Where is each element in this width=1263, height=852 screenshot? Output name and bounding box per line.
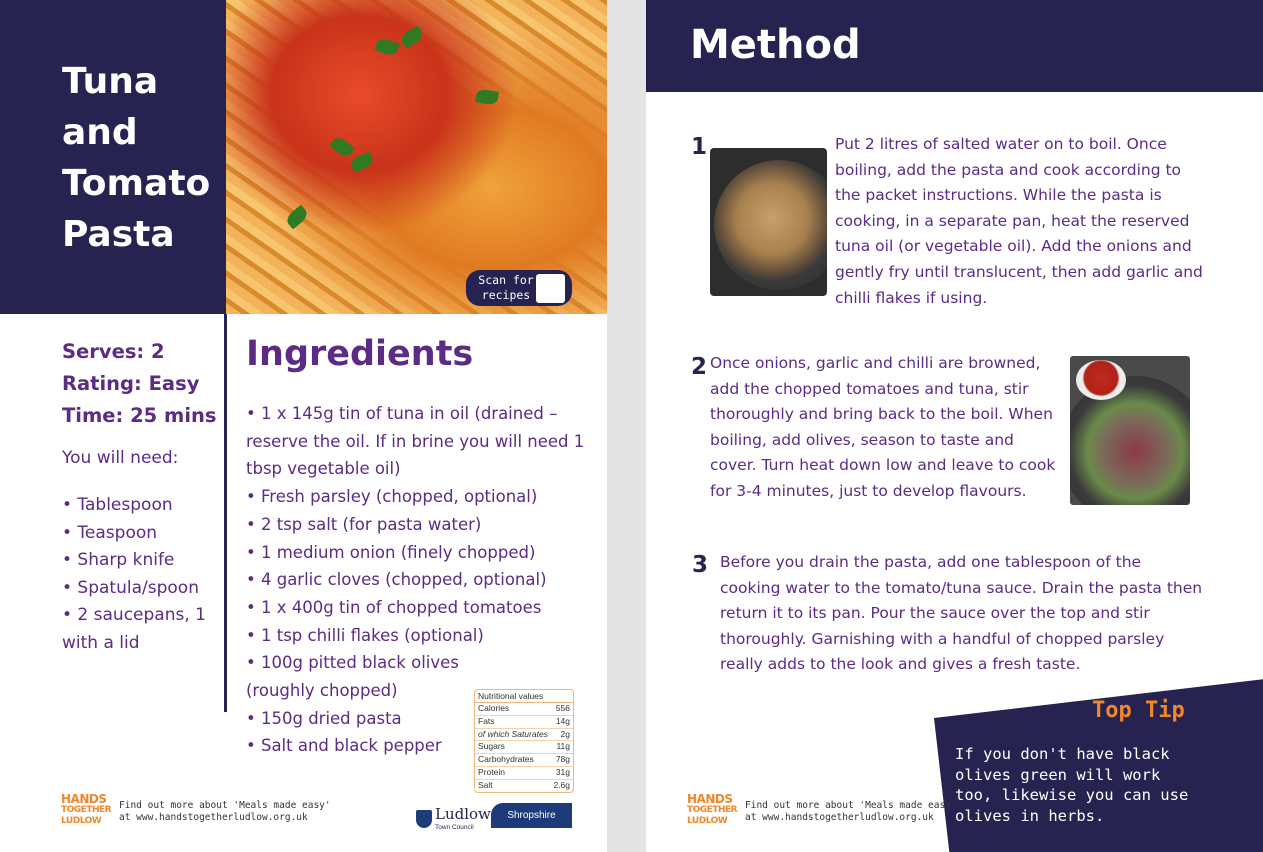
column-divider — [224, 314, 227, 712]
ingredient-item: • 1 x 400g tin of chopped tomatoes — [246, 597, 542, 617]
ingredient-item: • Fresh parsley (chopped, optional) — [246, 487, 538, 507]
ingredient-item: • 2 tsp salt (for pasta water) — [246, 514, 482, 534]
nutrient-value: 2.6g — [553, 779, 570, 790]
nutrient-label: Calories — [478, 703, 510, 713]
hands-together-ludlow-logo — [61, 794, 115, 827]
nutrient-value: 556 — [555, 703, 570, 713]
recipe-card-front — [0, 0, 607, 852]
nutrition-row — [475, 741, 573, 754]
step-text: Put 2 litres of salted water on to boil. Once boiling, add the pasta and cook according to the packet instructions. While the pasta is cooking, in a separate pan, heat the reserved tuna oil (or vegetable oil). Add the onions and gently fry until translucent, then add garlic and chilli flakes if using. — [835, 135, 1203, 307]
top-tip-heading: Top Tip — [1092, 698, 1185, 723]
scan-for-recipes-badge[interactable] — [466, 270, 572, 306]
title-line: Tomato — [62, 163, 211, 204]
logo-line: LUDLOW — [687, 816, 728, 826]
title-line: Pasta — [62, 214, 175, 255]
equipment-item: • 2 saucepans, 1 with a lid — [62, 605, 206, 653]
frying-onions-photo — [710, 148, 827, 296]
nutrient-label: Salt — [478, 779, 493, 790]
nutrient-value: 78g — [555, 754, 570, 765]
nutrient-value: 31g — [555, 766, 570, 777]
scan-line-2: recipes — [481, 288, 531, 302]
step-number: 3 — [692, 552, 709, 578]
logo-line: LUDLOW — [61, 816, 102, 826]
pan-icon — [714, 160, 827, 290]
equipment-item: • Spatula/spoon — [62, 577, 199, 598]
logo-line: TOGETHER — [61, 805, 112, 815]
scan-line-1: Scan for — [478, 273, 534, 287]
parsley-leaf — [349, 152, 374, 173]
hands-together-ludlow-logo — [687, 794, 741, 827]
sauce-pan-photo — [1070, 356, 1190, 505]
footer-info — [745, 800, 957, 824]
step-text: Before you drain the pasta, add one tablespoon of the cooking water to the tomato/tuna sauce. Drain the pasta then return it to its pan. Pour the sauce over the top and stir thoroughly. Garnishing with a handful of chopped parsley really adds to the look and gives a fresh taste. — [720, 553, 1203, 674]
nutrition-row — [475, 716, 573, 729]
method-heading: Method — [690, 22, 861, 68]
equipment-item: • Tablespoon — [62, 495, 173, 515]
ingredients-heading: Ingredients — [246, 334, 474, 374]
nutrient-value: 2g — [560, 728, 570, 739]
title-line: Tuna — [62, 61, 159, 102]
shropshire-council-logo: Shropshire — [491, 803, 572, 828]
equipment-item: • Teaspoon — [62, 522, 158, 543]
qr-code-icon[interactable] — [536, 274, 565, 303]
nutrition-row — [475, 754, 573, 767]
footer-website-link[interactable]: at www.handstogetherludlow.org.uk — [119, 812, 308, 823]
recipe-card-back — [646, 0, 1263, 852]
step-number: 1 — [691, 134, 708, 160]
ingredient-item: • 1 tsp chilli flakes (optional) — [246, 625, 484, 645]
footer-website-link[interactable]: at www.handstogetherludlow.org.uk — [745, 812, 934, 823]
nutrition-table — [474, 689, 574, 793]
time: Time: 25 mins — [62, 404, 217, 427]
nutrient-label: Fats — [478, 715, 495, 726]
parsley-leaf — [374, 37, 399, 58]
ingredient-item: • Salt and black pepper — [246, 736, 442, 756]
recipe-title — [62, 56, 222, 260]
scan-label — [476, 273, 536, 303]
nutrient-label: Protein — [478, 766, 505, 777]
nutrition-row — [475, 729, 573, 742]
parsley-leaf — [399, 25, 425, 48]
nutrient-value: 11g — [556, 741, 570, 752]
crest-icon — [416, 810, 432, 828]
title-panel — [0, 0, 226, 314]
footer-info — [119, 800, 331, 824]
ludlow-town-council-logo — [416, 806, 491, 831]
nutrient-value: 14g — [555, 715, 570, 726]
logo-line: TOGETHER — [687, 805, 738, 815]
ingredient-item: • 150g dried pasta — [246, 708, 402, 728]
ingredient-item: • 1 x 145g tin of tuna in oil (drained – reserve the oil. If in brine you will need 1 tbsp vegetable oil) — [246, 404, 585, 479]
ingredient-item: • 1 medium onion (finely chopped) — [246, 542, 536, 562]
parsley-leaf — [284, 205, 310, 230]
equipment-list — [62, 492, 222, 657]
logo-line: HANDS — [61, 792, 107, 806]
nutrition-row — [475, 780, 573, 792]
ludlow-sub: Town Council — [435, 824, 474, 831]
nutrient-label: Carbohydrates — [478, 754, 534, 765]
parsley-leaf — [329, 135, 355, 160]
recipe-meta — [62, 336, 222, 657]
step-number: 2 — [691, 354, 708, 380]
equipment-item: • Sharp knife — [62, 550, 175, 570]
footer-line-1: Find out more about 'Meals made easy' — [119, 800, 331, 811]
ingredient-item: • 4 garlic cloves (chopped, optional) — [246, 570, 547, 590]
parsley-leaf — [475, 88, 499, 106]
top-tip-text: If you don't have black olives green will work too, likewise you can use olives in herbs. — [955, 745, 1189, 825]
rating: Rating: Easy — [62, 372, 200, 395]
nutrient-label: Sugars — [478, 741, 505, 752]
step-text: Once onions, garlic and chilli are browned, add the chopped tomatoes and tuna, stir thoroughly and bring back to the boil. When boiling, add olives, season to taste and cover. Turn heat down low and leave to cook for 3-4 minutes, just to develop flavours. — [710, 354, 1056, 500]
footer-line-1: Find out more about 'Meals made easy' — [745, 800, 957, 811]
nutrition-row — [475, 767, 573, 780]
ingredient-item: • 100g pitted black olives (roughly chopped) — [246, 653, 459, 701]
method-header — [646, 0, 1263, 92]
serves: Serves: 2 — [62, 340, 165, 363]
title-line: and — [62, 112, 138, 153]
nutrition-row — [475, 703, 573, 716]
you-will-need-label: You will need: — [62, 448, 179, 468]
logo-line: HANDS — [687, 792, 733, 806]
pasta-photo — [226, 0, 607, 314]
nutrient-label: of which Saturates — [478, 728, 548, 739]
nutrition-heading: Nutritional values — [475, 690, 573, 703]
chilli-ramekin-icon — [1076, 360, 1126, 400]
ludlow-name: Ludlow — [435, 805, 491, 823]
